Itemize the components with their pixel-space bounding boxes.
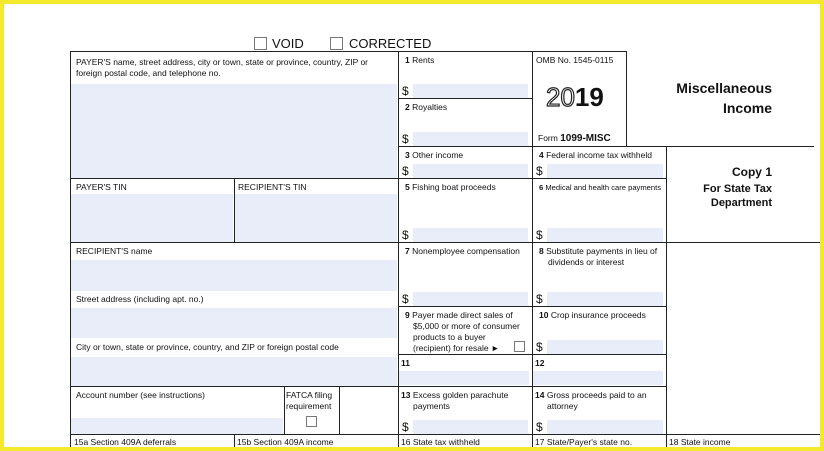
corrected-checkbox[interactable] xyxy=(330,37,343,50)
box4-currency: $ xyxy=(536,164,543,178)
account-field[interactable] xyxy=(71,418,283,434)
box9-label-line1: Payer made direct sales of xyxy=(412,310,513,320)
corrected-label: CORRECTED xyxy=(349,36,432,51)
box7-currency: $ xyxy=(402,292,409,306)
box6-field[interactable] xyxy=(547,228,663,242)
box5-currency: $ xyxy=(402,228,409,242)
box6-currency: $ xyxy=(536,228,543,242)
payer-tin-label: PAYER'S TIN xyxy=(76,182,127,192)
box7-label: Nonemployee compensation xyxy=(412,246,520,256)
fatca-label-line2: requirement xyxy=(286,401,332,411)
box2-label: Royalties xyxy=(412,102,448,112)
recipient-name-field[interactable] xyxy=(71,260,397,291)
box10-field[interactable] xyxy=(547,340,663,354)
form-name: 1099-MISC xyxy=(560,133,611,144)
box13-field[interactable] xyxy=(413,420,528,434)
box5-field[interactable] xyxy=(413,228,528,242)
title-line2: Income xyxy=(722,100,772,116)
box8-label-line1: Substitute payments in lieu of xyxy=(546,246,658,256)
title-line1: Miscellaneous xyxy=(676,80,772,96)
recipient-name-label: RECIPIENT'S name xyxy=(76,246,153,256)
account-label: Account number (see instructions) xyxy=(76,390,205,400)
street-label: Street address (including apt. no.) xyxy=(76,294,204,304)
year-suffix: 19 xyxy=(574,82,604,112)
payer-info-field[interactable] xyxy=(71,84,397,178)
box6-label: Medical and health care payments xyxy=(545,183,662,192)
box15b-label: 15b Section 409A income xyxy=(237,437,334,447)
payer-info-label: PAYER'S name, street address, city or town, state or province, country, ZIP or foreign postal code, and telephone no. xyxy=(76,57,369,78)
box13-label-line1: Excess golden parachute xyxy=(412,390,509,400)
box4-label: Federal income tax withheld xyxy=(546,150,652,160)
box3-number: 3 xyxy=(405,150,410,160)
box11-number: 11 xyxy=(401,358,410,368)
box10-currency: $ xyxy=(536,340,543,354)
city-label: City or town, state or province, country, and ZIP or foreign postal code xyxy=(76,342,339,352)
box6-number: 6 xyxy=(539,183,544,192)
box18-label: 18 State income xyxy=(669,437,731,447)
box14-field[interactable] xyxy=(547,420,663,434)
box8-label-line2: dividends or interest xyxy=(548,257,625,267)
form-1099-misc xyxy=(4,4,820,447)
box1-field[interactable] xyxy=(413,84,528,98)
box5-label: Fishing boat proceeds xyxy=(412,182,496,192)
box9-label-line3: products to a buyer xyxy=(413,332,486,342)
box13-label-line2: payments xyxy=(413,401,450,411)
form-prefix: Form xyxy=(538,133,561,143)
year-prefix: 20 xyxy=(546,82,575,112)
box9-label-line4: (recipient) for resale ► xyxy=(413,343,500,353)
box1-label: Rents xyxy=(412,55,435,65)
copy-sub2: Department xyxy=(710,197,772,209)
box14-label-line1: Gross proceeds paid to an xyxy=(546,390,647,400)
box8-number: 8 xyxy=(539,246,544,256)
box4-number: 4 xyxy=(539,150,544,160)
city-field[interactable] xyxy=(71,357,397,387)
box16-label: 16 State tax withheld xyxy=(401,437,480,447)
box3-field[interactable] xyxy=(413,164,528,178)
box2-number: 2 xyxy=(405,102,410,112)
box8-currency: $ xyxy=(536,292,543,306)
box12-field[interactable] xyxy=(533,371,663,385)
box12-number: 12 xyxy=(535,358,545,368)
box8-field[interactable] xyxy=(547,292,663,306)
omb-number: OMB No. 1545-0115 xyxy=(536,55,614,65)
box14-number: 14 xyxy=(535,390,545,400)
box4-field[interactable] xyxy=(547,164,663,178)
void-checkbox[interactable] xyxy=(254,37,267,50)
fatca-checkbox[interactable] xyxy=(306,416,317,427)
box14-label-line2: attorney xyxy=(547,401,578,411)
copy-sub1: For State Tax xyxy=(703,183,772,195)
box13-number: 13 xyxy=(401,390,411,400)
street-field[interactable] xyxy=(71,308,397,338)
box2-field[interactable] xyxy=(413,132,528,146)
box1-currency: $ xyxy=(402,84,409,98)
box13-currency: $ xyxy=(402,420,409,434)
box17-label: 17 State/Payer's state no. xyxy=(535,437,633,447)
box9-label-line2: $5,000 or more of consumer xyxy=(413,321,520,331)
box5-number: 5 xyxy=(405,182,410,192)
box14-currency: $ xyxy=(536,420,543,434)
box15a-label: 15a Section 409A deferrals xyxy=(74,437,177,447)
box9-checkbox[interactable] xyxy=(514,341,525,352)
box3-label: Other income xyxy=(412,150,464,160)
box1-number: 1 xyxy=(405,55,410,65)
copy-title: Copy 1 xyxy=(731,165,772,179)
recipient-tin-field[interactable] xyxy=(235,194,397,243)
box10-number: 10 xyxy=(539,310,549,320)
box3-currency: $ xyxy=(402,164,409,178)
box11-field[interactable] xyxy=(399,371,529,385)
payer-tin-field[interactable] xyxy=(71,194,233,243)
void-label: VOID xyxy=(272,36,304,51)
recipient-tin-label: RECIPIENT'S TIN xyxy=(238,182,307,192)
box2-currency: $ xyxy=(402,132,409,146)
box10-label: Crop insurance proceeds xyxy=(550,310,646,320)
box9-number: 9 xyxy=(405,310,410,320)
box7-number: 7 xyxy=(405,246,410,256)
box7-field[interactable] xyxy=(413,292,528,306)
fatca-label-line1: FATCA filing xyxy=(286,390,333,400)
